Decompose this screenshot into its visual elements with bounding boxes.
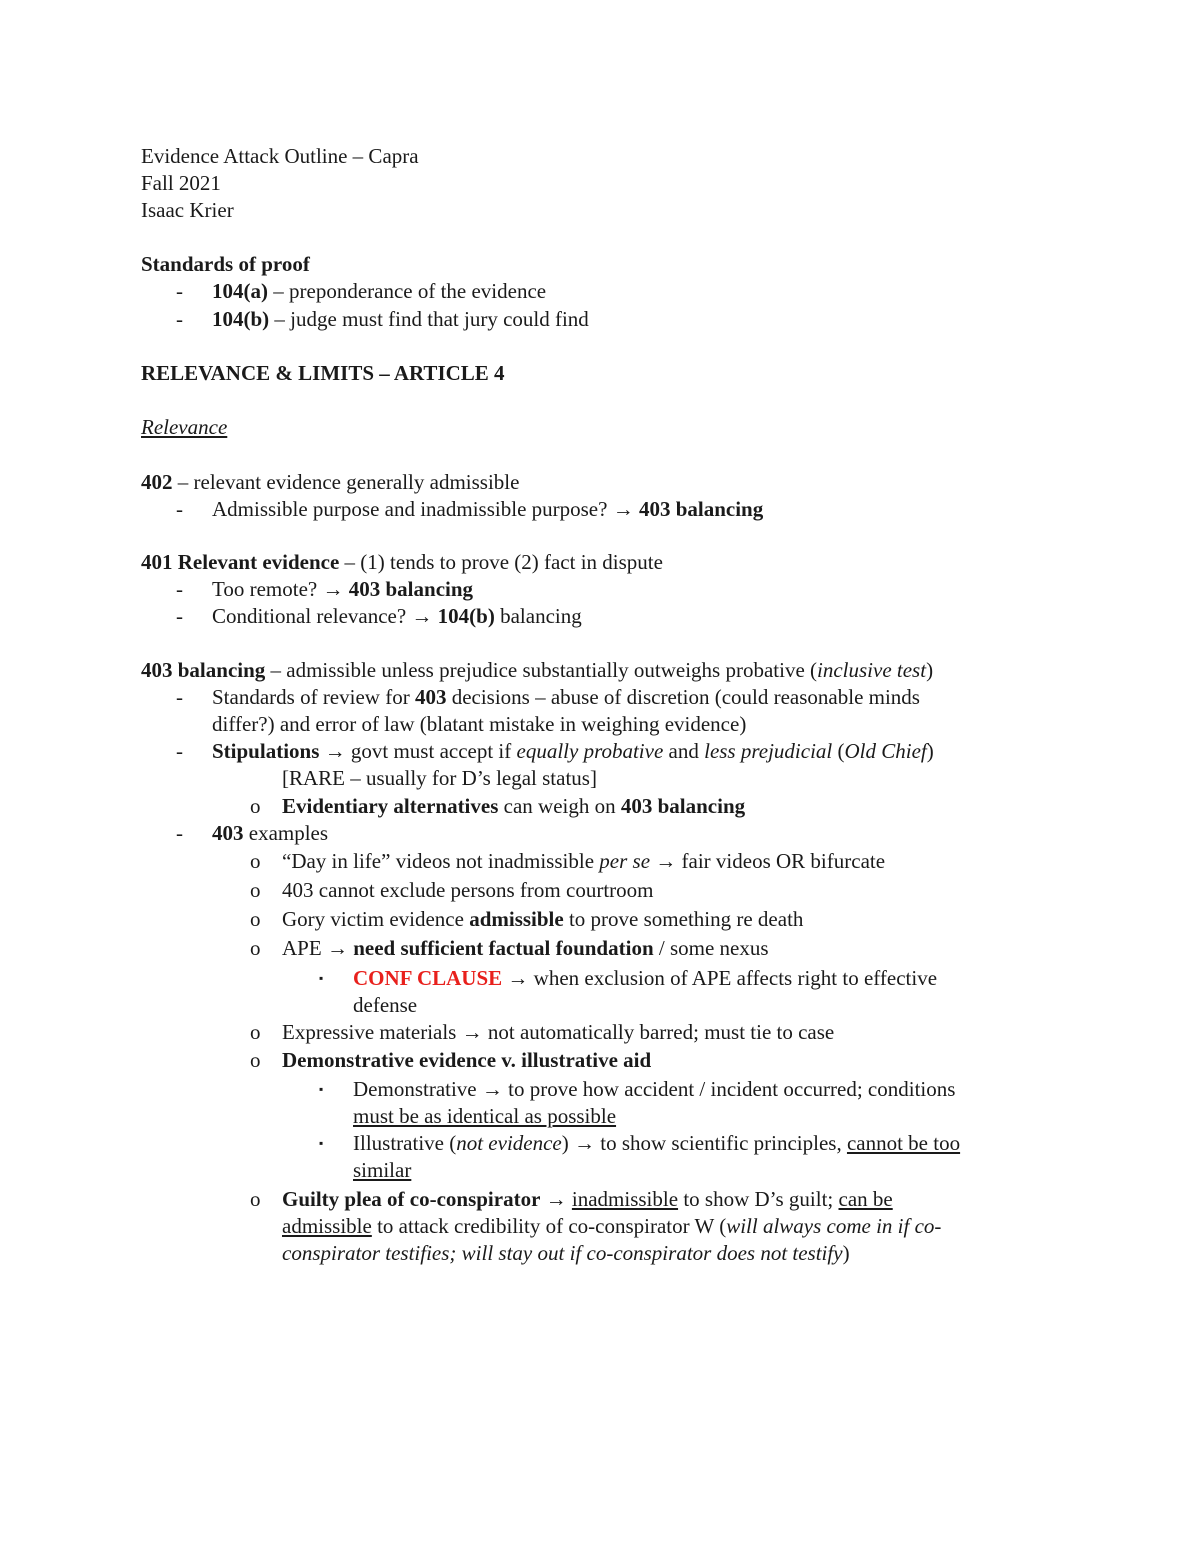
item-italic: less prejudicial: [704, 739, 833, 763]
item-text: ): [926, 739, 934, 763]
bullet-circle: o: [250, 936, 261, 960]
bullet-circle: o: [250, 849, 261, 873]
item-text: Too remote?: [212, 577, 323, 601]
rule-402-item: [212, 496, 763, 523]
item-italic: equally probative: [516, 739, 664, 763]
rule-403-alternatives: [282, 793, 745, 820]
item-text: Admissible purpose and inadmissible purpose?: [212, 497, 613, 521]
rule-403: [141, 657, 933, 684]
example-expressive: [282, 1019, 834, 1046]
item-text: to prove how accident / incident occurred; conditions: [502, 1077, 956, 1101]
item-text: to prove something re death: [563, 907, 804, 931]
arrow-icon: →: [322, 577, 344, 601]
arrow-icon: →: [461, 1020, 483, 1044]
rule-text: – admissible unless prejudice substantially outweighs probative (: [265, 658, 818, 682]
item-text: to show scientific principles,: [595, 1131, 847, 1155]
document-title: Evidence Attack Outline – Capra: [141, 144, 419, 168]
example-demonstrative-sub1: [353, 1076, 955, 1103]
bullet-circle: o: [250, 907, 261, 931]
rule-text: – (1) tends to prove (2) fact in dispute: [339, 550, 663, 574]
bullet-circle: o: [250, 1048, 261, 1072]
item-underline: admissible: [282, 1214, 372, 1238]
arrow-icon: →: [326, 936, 348, 960]
rule-text: – relevant evidence generally admissible: [172, 470, 520, 494]
item-text: when exclusion of APE affects right to effective: [528, 966, 938, 990]
arrow-icon: →: [545, 1187, 567, 1211]
standards-item-104b: [212, 306, 589, 333]
item-text: Demonstrative: [353, 1077, 482, 1101]
item-text: Expressive materials: [282, 1020, 462, 1044]
item-text: and: [663, 739, 705, 763]
example-ape-conf-clause: [353, 965, 937, 992]
arrow-icon: →: [574, 1131, 595, 1155]
item-bold: 403 balancing: [620, 794, 746, 818]
standards-heading: Standards of proof: [141, 252, 310, 276]
rule-text-close: ): [926, 658, 934, 682]
rule-403-review-line1: [212, 684, 920, 711]
item-bold: admissible: [469, 907, 564, 931]
item-text: to attack credibility of co-conspirator W (: [371, 1214, 727, 1238]
rule-402: [141, 469, 519, 496]
item-bold: need sufficient factual foundation: [353, 936, 654, 960]
standards-item-104a: [212, 278, 546, 305]
rule-403-examples: [212, 820, 328, 847]
example-ape: [282, 935, 769, 962]
rule-ref: 104(b): [212, 307, 270, 331]
example-day-in-life: [282, 848, 885, 875]
arrow-icon: →: [655, 849, 677, 873]
item-text: “Day in life” videos not inadmissible: [282, 849, 600, 873]
item-bold: Stipulations: [212, 739, 320, 763]
item-text: ): [842, 1241, 850, 1265]
item-underline: can be: [838, 1187, 893, 1211]
example-gory-evidence: [282, 906, 803, 933]
item-text: not automatically barred; must tie to case: [482, 1020, 835, 1044]
arrow-icon: →: [481, 1077, 503, 1101]
item-text: Gory victim evidence: [282, 907, 470, 931]
bullet-square: ▪: [319, 971, 324, 985]
bullet-dash: -: [176, 307, 183, 331]
item-bold: 403 balancing: [348, 577, 474, 601]
item-bold: 403: [212, 821, 244, 845]
item-underline: inadmissible: [571, 1187, 679, 1211]
item-text: decisions – abuse of discretion (could reasonable minds: [446, 685, 920, 709]
bullet-square: ▪: [319, 1082, 324, 1096]
example-guilty-plea-line3: [282, 1240, 850, 1267]
item-text: to show D’s guilt;: [678, 1187, 839, 1211]
item-bold: 403 balancing: [638, 497, 764, 521]
item-text: – judge must find that jury could find: [269, 307, 589, 331]
relevance-subheading: Relevance: [141, 415, 228, 439]
item-italic: per se: [599, 849, 651, 873]
item-text: / some nexus: [653, 936, 769, 960]
item-bold: 104(b): [437, 604, 495, 628]
rule-403-stipulations: [212, 738, 934, 765]
item-text: examples: [243, 821, 329, 845]
item-text: – preponderance of the evidence: [268, 279, 547, 303]
example-demonstrative: Demonstrative evidence v. illustrative aid: [282, 1048, 652, 1072]
item-italic: conspirator testifies; will stay out if co-conspirator does not testify: [282, 1241, 843, 1265]
arrow-icon: →: [411, 604, 433, 628]
case-name: Old Chief: [844, 739, 927, 763]
item-italic: will always come in if co-: [726, 1214, 942, 1238]
article4-heading: RELEVANCE & LIMITS – ARTICLE 4: [141, 361, 505, 385]
item-underline: cannot be too: [846, 1131, 961, 1155]
rule-403-stipulations-note: [RARE – usually for D’s legal status]: [282, 766, 597, 790]
rule-ref: 402: [141, 470, 173, 494]
bullet-circle: o: [250, 1187, 261, 1211]
bullet-dash: -: [176, 604, 183, 628]
bullet-circle: o: [250, 794, 261, 818]
bullet-dash: -: [176, 279, 183, 303]
example-demonstrative-sub2-cont: similar: [353, 1158, 412, 1182]
item-text: Illustrative (: [353, 1131, 457, 1155]
rule-ref: 401 Relevant evidence: [141, 550, 340, 574]
example-guilty-plea: [282, 1186, 893, 1213]
item-text: Conditional relevance?: [212, 604, 412, 628]
item-text: Standards of review for: [212, 685, 415, 709]
example-guilty-plea-line2: [282, 1213, 941, 1240]
highlight-red: CONF CLAUSE: [353, 966, 503, 990]
item-tail: balancing: [494, 604, 582, 628]
rule-401: [141, 549, 663, 576]
example-courtroom: 403 cannot exclude persons from courtroom: [282, 878, 654, 902]
item-text: (: [832, 739, 845, 763]
example-ape-conf-clause-cont: defense: [353, 993, 418, 1017]
example-demonstrative-sub1-cont: must be as identical as possible: [353, 1104, 617, 1128]
rule-ref: 104(a): [212, 279, 268, 303]
item-bold: Evidentiary alternatives: [282, 794, 499, 818]
bullet-circle: o: [250, 1020, 261, 1044]
bullet-dash: -: [176, 685, 183, 709]
bullet-dash: -: [176, 821, 183, 845]
bullet-circle: o: [250, 878, 261, 902]
rule-401-item-conditional: [212, 603, 582, 630]
bullet-dash: -: [176, 497, 183, 521]
document-term: Fall 2021: [141, 171, 221, 195]
item-text: govt must accept if: [345, 739, 517, 763]
item-text: fair videos OR bifurcate: [676, 849, 886, 873]
example-demonstrative-sub2: [353, 1130, 960, 1157]
arrow-icon: →: [324, 739, 346, 763]
bullet-dash: -: [176, 577, 183, 601]
document-author: Isaac Krier: [141, 198, 234, 222]
arrow-icon: →: [507, 966, 529, 990]
rule-text-italic: inclusive test: [817, 658, 927, 682]
item-bold: 403: [414, 685, 447, 709]
item-bold: Guilty plea of co-conspirator: [282, 1187, 541, 1211]
item-italic: not evidence: [456, 1131, 562, 1155]
rule-ref: 403 balancing: [141, 658, 266, 682]
rule-403-review-line2: differ?) and error of law (blatant mistake in weighing evidence): [212, 712, 747, 736]
bullet-square: ▪: [319, 1136, 324, 1150]
arrow-icon: →: [612, 497, 634, 521]
rule-401-item-remote: [212, 576, 473, 603]
item-text: APE: [282, 936, 327, 960]
item-text: ): [561, 1131, 574, 1155]
item-text: can weigh on: [498, 794, 621, 818]
bullet-dash: -: [176, 739, 183, 763]
